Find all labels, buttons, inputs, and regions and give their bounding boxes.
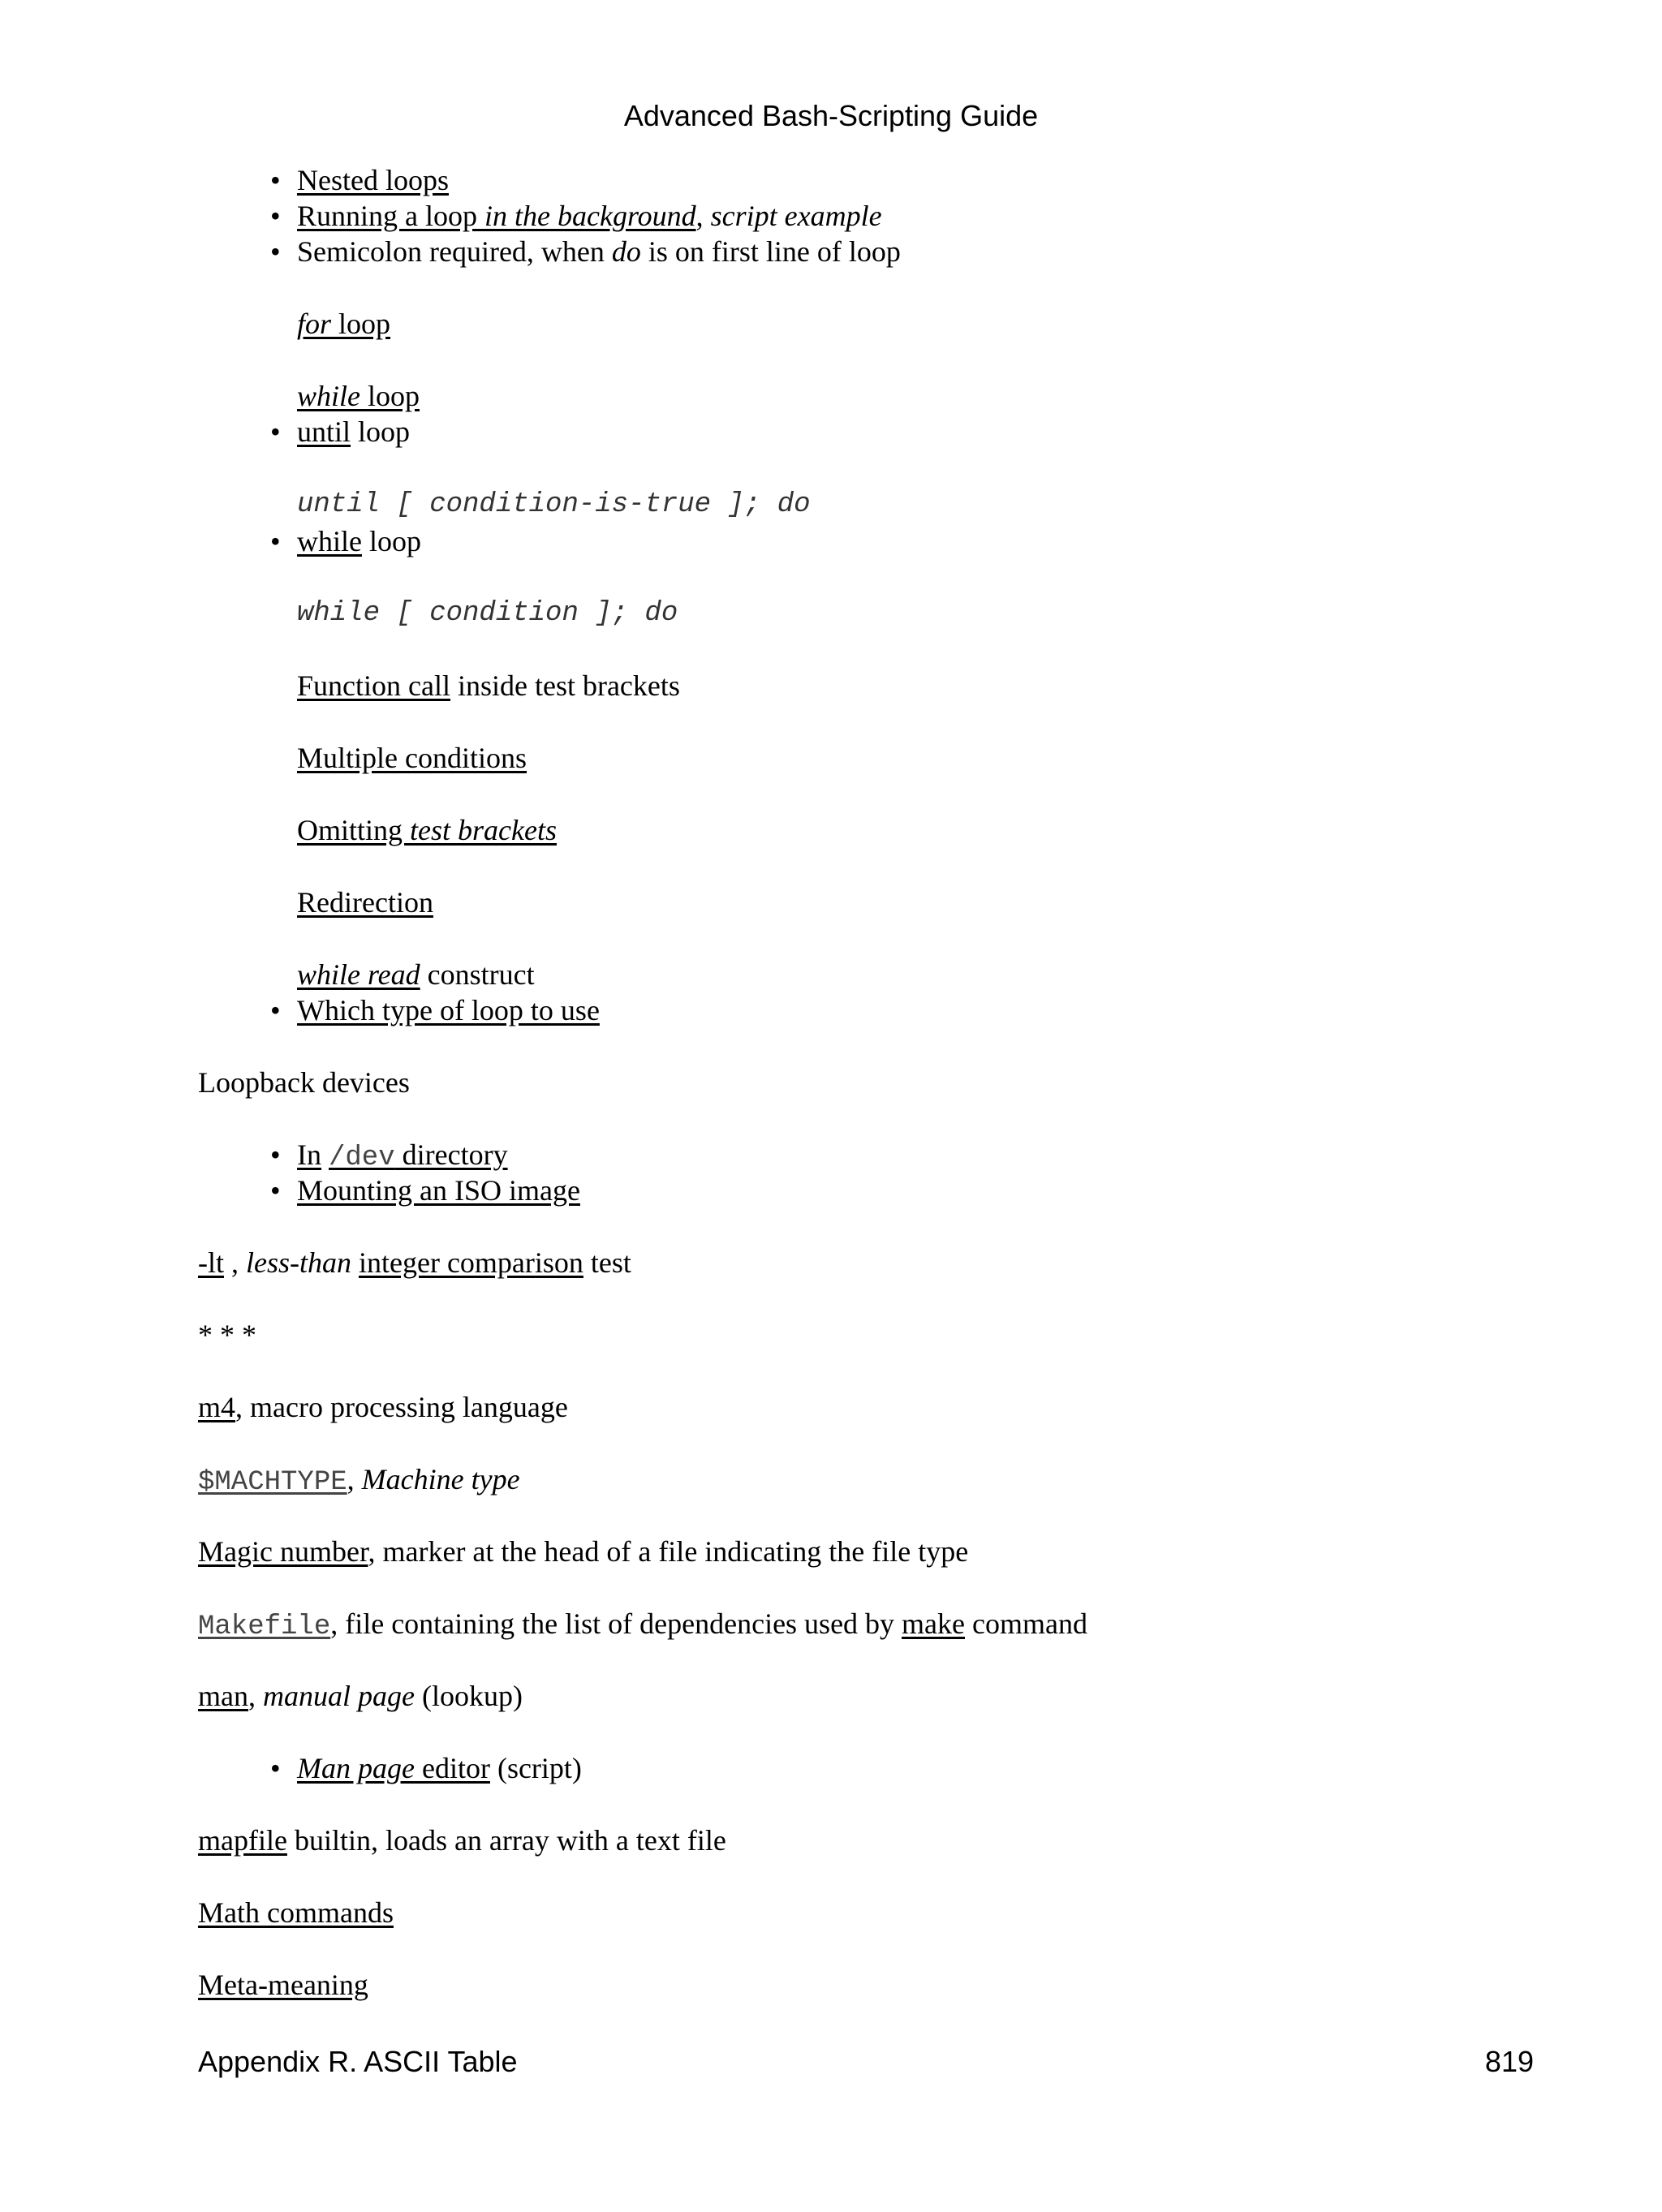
list-item-man-page-editor xyxy=(275,1750,582,1786)
link-text: editor xyxy=(414,1752,490,1784)
list-item-while-loop xyxy=(275,523,421,559)
list-item-iso-image xyxy=(275,1173,580,1208)
nested-loops-link[interactable]: Nested loops xyxy=(297,164,449,196)
link-text-italic: Man page xyxy=(297,1752,415,1784)
lt-link[interactable]: -lt xyxy=(198,1246,224,1279)
multiple-conditions-link[interactable]: Multiple conditions xyxy=(297,742,527,774)
description: script example xyxy=(710,200,882,232)
text: is on first line of loop xyxy=(640,235,901,268)
mounting-iso-link[interactable]: Mounting an ISO image xyxy=(297,1174,580,1207)
magic-number-entry xyxy=(198,1534,968,1569)
meta-meaning-entry xyxy=(198,1967,368,2003)
list-item-semicolon xyxy=(275,234,901,269)
link-text-italic: while read xyxy=(297,958,420,991)
make-link[interactable]: make xyxy=(902,1607,966,1640)
which-loop-link[interactable]: Which type of loop to use xyxy=(297,994,600,1026)
page-header: Advanced Bash-Scripting Guide xyxy=(623,99,1039,132)
list-item-until-loop xyxy=(275,414,410,450)
text: builtin, loads an array with a text file xyxy=(286,1824,726,1857)
space xyxy=(351,1246,359,1279)
text: (lookup) xyxy=(414,1680,523,1712)
math-commands-entry xyxy=(198,1895,394,1930)
separator: , xyxy=(248,1680,263,1712)
mapfile-link[interactable]: mapfile xyxy=(198,1824,287,1857)
list-item-which-loop xyxy=(275,992,600,1028)
omitting-test-brackets-link[interactable] xyxy=(297,814,557,846)
text: loop xyxy=(361,525,421,557)
while-read-link[interactable] xyxy=(297,958,420,991)
machtype-entry xyxy=(198,1461,520,1500)
lt-entry xyxy=(198,1245,631,1280)
dev-directory-link[interactable] xyxy=(329,1138,508,1171)
mapfile-entry xyxy=(198,1823,726,1858)
omitting-entry xyxy=(297,812,557,848)
background-loop-link[interactable] xyxy=(297,200,696,232)
makefile-link[interactable]: Makefile xyxy=(198,1612,331,1642)
link-text: Omitting xyxy=(297,814,411,846)
footer-page-number: 819 xyxy=(1484,2045,1534,2078)
link-text-italic: test brackets xyxy=(410,814,557,846)
text: (script) xyxy=(489,1752,582,1784)
m4-entry xyxy=(198,1389,568,1425)
code-text: until [ condition-is-true ]; do xyxy=(297,489,811,520)
while-loop-entry xyxy=(297,378,420,414)
text: construct xyxy=(420,958,535,991)
separator: , xyxy=(224,1246,246,1279)
description: manual page xyxy=(262,1680,415,1712)
list-item-dev-directory xyxy=(275,1137,508,1176)
code-text: /dev xyxy=(329,1143,395,1173)
code-text: while [ condition ]; do xyxy=(297,598,678,629)
keyword: for xyxy=(297,308,332,340)
text: Semicolon required, when xyxy=(297,235,612,268)
while-read-entry xyxy=(297,957,535,992)
text: loop xyxy=(351,415,411,448)
footer-chapter: Appendix R. ASCII Table xyxy=(198,2045,518,2078)
man-page-editor-link[interactable] xyxy=(297,1752,490,1784)
m4-link[interactable]: m4 xyxy=(198,1391,236,1423)
makefile-entry xyxy=(198,1606,1087,1645)
section-divider: * * * xyxy=(198,1319,256,1351)
while-code xyxy=(297,596,678,631)
man-link[interactable]: man xyxy=(198,1680,248,1712)
magic-number-link[interactable]: Magic number xyxy=(198,1535,368,1568)
for-loop-entry xyxy=(297,306,390,342)
text: test xyxy=(583,1246,631,1279)
multiple-conditions-entry xyxy=(297,740,527,776)
link-text: loop xyxy=(360,380,420,412)
text: , macro processing language xyxy=(235,1391,568,1423)
link-text: Running a loop xyxy=(297,200,484,232)
link-text: loop xyxy=(331,308,391,340)
list-item-background-loop xyxy=(275,198,882,234)
separator: , xyxy=(695,200,711,232)
man-entry xyxy=(198,1678,523,1714)
while-link[interactable]: while xyxy=(297,525,362,557)
keyword: do xyxy=(611,235,641,268)
separator: , xyxy=(347,1463,362,1495)
space xyxy=(321,1138,329,1171)
link-text-italic: in the background xyxy=(484,200,696,232)
meta-meaning-link[interactable]: Meta-meaning xyxy=(198,1969,368,2001)
math-commands-link[interactable]: Math commands xyxy=(198,1896,394,1929)
for-loop-link[interactable] xyxy=(297,308,390,340)
until-code xyxy=(297,487,811,523)
redirection-link[interactable]: Redirection xyxy=(297,886,433,919)
list-item-nested-loops xyxy=(275,162,449,198)
integer-comparison-link[interactable]: integer comparison xyxy=(359,1246,583,1279)
link-text: directory xyxy=(394,1138,508,1171)
in-link[interactable]: In xyxy=(297,1138,321,1171)
function-call-link[interactable]: Function call xyxy=(297,669,450,702)
description: Machine type xyxy=(361,1463,520,1495)
text: command xyxy=(965,1607,1087,1640)
until-link[interactable]: until xyxy=(297,415,351,448)
description: less-than xyxy=(246,1246,351,1279)
text: , marker at the head of a file indicating the file type xyxy=(368,1535,969,1568)
while-loop-link[interactable] xyxy=(297,380,420,412)
text: , file containing the list of dependencies used by xyxy=(330,1607,902,1640)
function-call-entry xyxy=(297,668,680,704)
text: inside test brackets xyxy=(450,669,680,702)
redirection-entry xyxy=(297,884,433,920)
loopback-devices-entry: Loopback devices xyxy=(198,1066,410,1099)
machtype-link[interactable]: $MACHTYPE xyxy=(198,1467,347,1498)
keyword: while xyxy=(297,380,360,412)
